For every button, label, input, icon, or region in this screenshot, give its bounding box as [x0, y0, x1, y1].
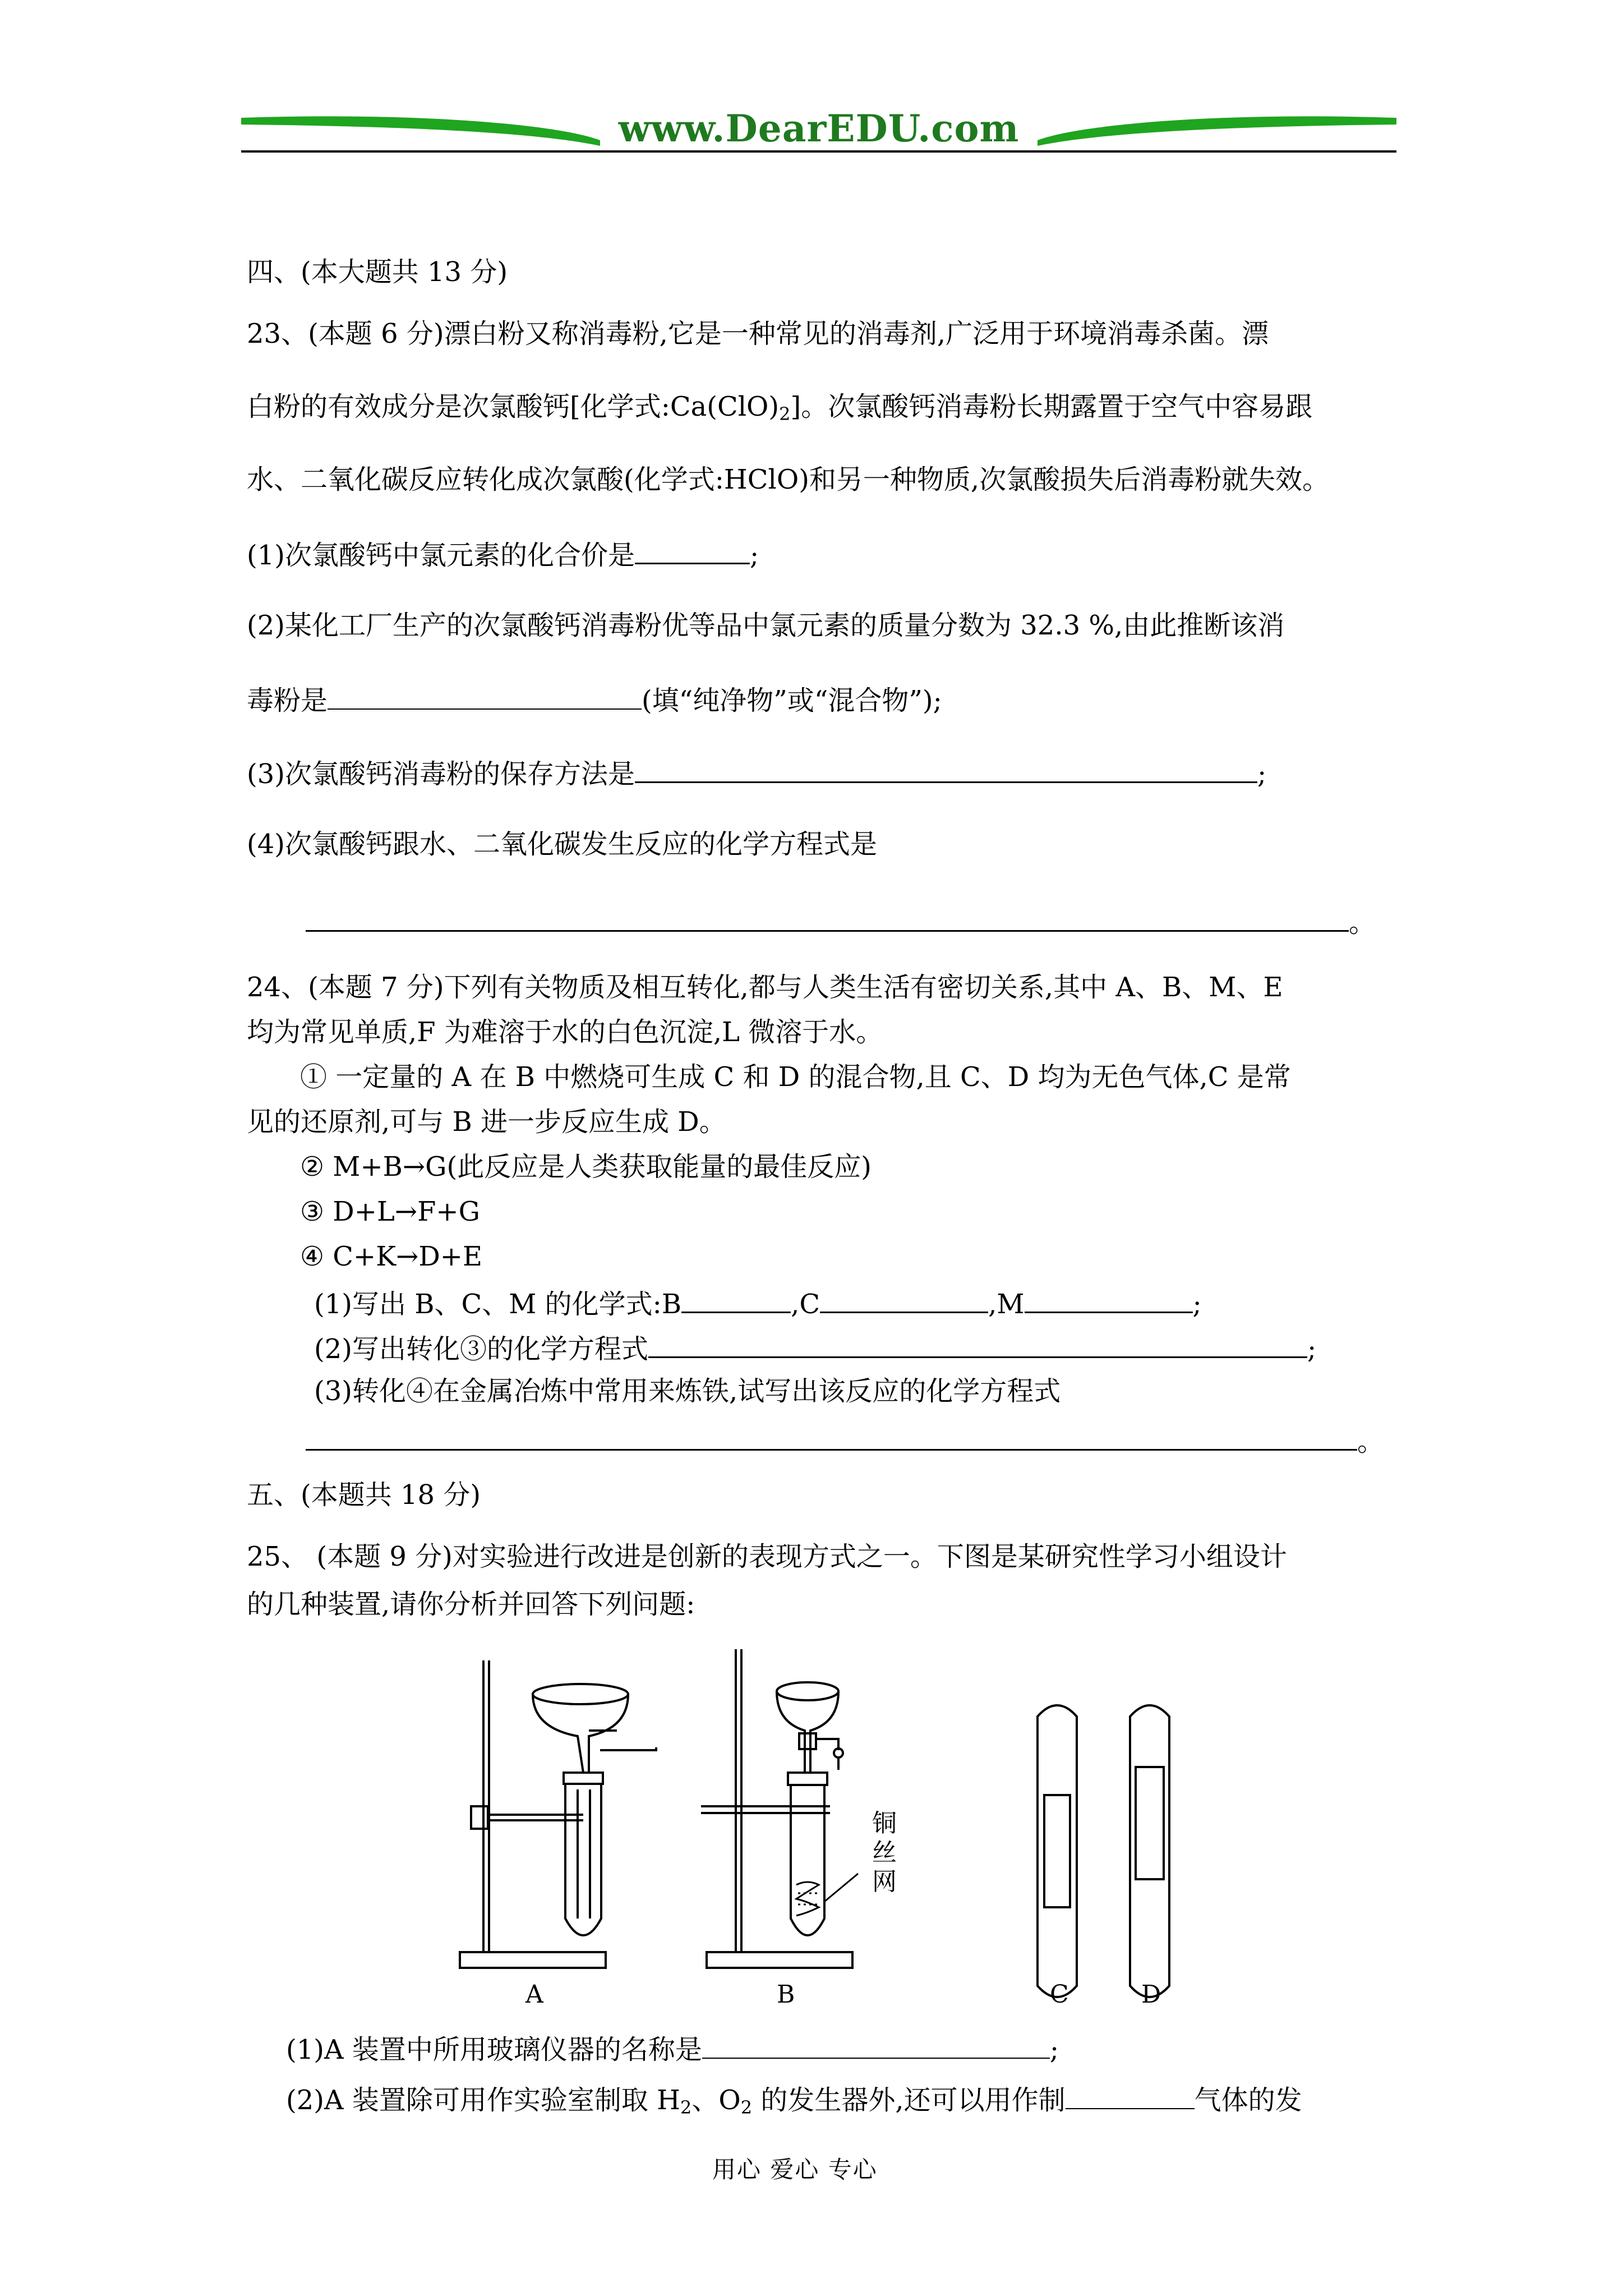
q25-part-1-end: ;	[1049, 2034, 1059, 2065]
q23-part-4-answer	[306, 903, 1376, 940]
site-header	[241, 107, 1396, 157]
wire-label-char-3: 网	[872, 1867, 897, 1896]
q23-part-4-answer-blank[interactable]	[306, 903, 1349, 932]
apparatus-drawing	[449, 1638, 1234, 2019]
q24-part-2-text: (2)写出转化③的化学方程式	[314, 1333, 648, 1365]
q24-condition-2: ② M+B→G(此反应是人类获取能量的最佳反应)	[300, 1151, 872, 1182]
q25-part-2-c: 的发生器外,还可以用作制	[752, 2085, 1066, 2116]
q24-answer-b-blank[interactable]	[681, 1285, 791, 1313]
q25-part-1-answer-blank[interactable]	[702, 2031, 1050, 2059]
tube-d	[1130, 1705, 1169, 1997]
q25-part-2-sub-2: 2	[740, 2097, 753, 2118]
q24-part-1-m: ,M	[988, 1289, 1025, 1320]
q23-part-3	[247, 754, 1266, 791]
q23-line-2	[247, 390, 1312, 431]
apparatus-a	[460, 1660, 656, 1968]
q24-answer-c-blank[interactable]	[820, 1285, 988, 1313]
page-footer: 用心 爱心 专心	[712, 2156, 878, 2183]
q24-part-1-c: ,C	[791, 1289, 820, 1320]
figure-label-b: B	[777, 1980, 795, 2009]
apparatus-figure	[449, 1638, 1234, 2019]
copper-wire-mesh-label	[872, 1809, 897, 1897]
tube-c	[1038, 1705, 1077, 1997]
q23-line-2-a: 白粉的有效成分是次氯酸钙[化学式:Ca(ClO)	[247, 391, 780, 422]
site-logo-text: www.DearEDU.com	[618, 107, 1020, 150]
q24-part-2-end: ;	[1307, 1333, 1317, 1365]
q23-part-4-end: 。	[1349, 907, 1376, 938]
q23-line-3: 水、二氧化碳反应转化成次氯酸(化学式:HClO)和另一种物质,次氯酸损失后消毒粉就失效。	[247, 464, 1330, 495]
q23-line-2-sub: 2	[779, 403, 791, 425]
q23-line-2-b: ]。次氯酸钙消毒粉长期露置于空气中容易跟	[790, 391, 1313, 422]
q24-part-3-end: 。	[1357, 1426, 1385, 1457]
q25-part-2-b: 、O	[691, 2085, 741, 2116]
q24-line-1: 24、(本题 7 分)下列有关物质及相互转化,都与人类生活有密切关系,其中 A、B、M、E	[247, 972, 1283, 1003]
q23-part-3-end: ;	[1257, 758, 1267, 790]
q24-part-3: (3)转化④在金属冶炼中常用来炼铁,试写出该反应的化学方程式	[314, 1375, 1061, 1407]
q25-line-2: 的几种装置,请你分析并回答下列问题:	[247, 1589, 695, 1620]
q24-answer-m-blank[interactable]	[1025, 1285, 1193, 1313]
q23-part-2-lead: 毒粉是	[247, 685, 328, 716]
q24-part-2	[314, 1329, 1316, 1366]
q23-part-3-answer-blank[interactable]	[635, 754, 1257, 783]
figure-label-a: A	[525, 1980, 543, 2009]
q24-part-3-answer-blank[interactable]	[306, 1422, 1357, 1451]
q24-condition-4: ④ C+K→D+E	[300, 1241, 483, 1272]
q24-condition-1-a: ① 一定量的 A 在 B 中燃烧可生成 C 和 D 的混合物,且 C、D 均为无色气体,C 是常	[300, 1061, 1291, 1093]
q24-condition-3: ③ D+L→F+G	[300, 1196, 480, 1227]
q24-condition-1-b: 见的还原剂,可与 B 进一步反应生成 D。	[247, 1106, 726, 1138]
section-5-title: 五、(本题共 18 分)	[247, 1479, 481, 1511]
q24-part-1-text: (1)写出 B、C、M 的化学式:B	[314, 1289, 682, 1320]
q23-part-1	[247, 536, 759, 572]
wire-label-char-1: 铜	[872, 1809, 897, 1838]
section-4-title: 四、(本大题共 13 分)	[247, 256, 508, 288]
figure-label-c: C	[1050, 1980, 1069, 2009]
q23-part-2-hint: (填“纯净物”或“混合物”);	[642, 685, 942, 716]
q23-part-3-text: (3)次氯酸钙消毒粉的保存方法是	[247, 758, 635, 790]
q23-part-1-text: (1)次氯酸钙中氯元素的化合价是	[247, 540, 635, 571]
q23-part-4: (4)次氯酸钙跟水、二氧化碳发生反应的化学方程式是	[247, 829, 877, 860]
q25-line-1: 25、 (本题 9 分)对实验进行改进是创新的表现方式之一。下图是某研究性学习小组设计	[247, 1541, 1287, 1572]
q25-part-1	[286, 2031, 1059, 2067]
q24-part-2-answer-blank[interactable]	[648, 1329, 1307, 1358]
q25-part-2	[286, 2081, 1302, 2124]
q23-line-1: 23、(本题 6 分)漂白粉又称消毒粉,它是一种常见的消毒剂,广泛用于环境消毒杀菌。漂	[247, 318, 1269, 349]
q25-part-2-d: 气体的发	[1194, 2085, 1302, 2116]
q24-part-3-answer	[306, 1422, 1384, 1458]
q25-part-2-sub-1: 2	[680, 2097, 692, 2118]
header-rule	[241, 150, 1396, 153]
figure-label-d: D	[1141, 1980, 1161, 2009]
q23-part-2-line-1: (2)某化工厂生产的次氯酸钙消毒粉优等品中氯元素的质量分数为 32.3 %,由此推断该消	[247, 610, 1285, 641]
apparatus-b	[701, 1649, 858, 1968]
q24-line-2: 均为常见单质,F 为难溶于水的白色沉淀,L 微溶于水。	[247, 1016, 883, 1048]
q23-part-1-end: ;	[750, 540, 759, 571]
q25-part-1-text: (1)A 装置中所用玻璃仪器的名称是	[286, 2034, 702, 2065]
q24-part-1	[314, 1285, 1202, 1321]
q23-part-2-answer-blank[interactable]	[328, 682, 642, 710]
q25-part-2-answer-blank[interactable]	[1066, 2081, 1195, 2109]
q25-part-2-a: (2)A 装置除可用作实验室制取 H	[286, 2085, 681, 2116]
wire-label-char-2: 丝	[872, 1838, 897, 1867]
q23-part-2-line-2	[247, 682, 942, 717]
q24-part-1-end: ;	[1192, 1289, 1202, 1320]
q23-part-1-answer-blank[interactable]	[635, 536, 750, 564]
